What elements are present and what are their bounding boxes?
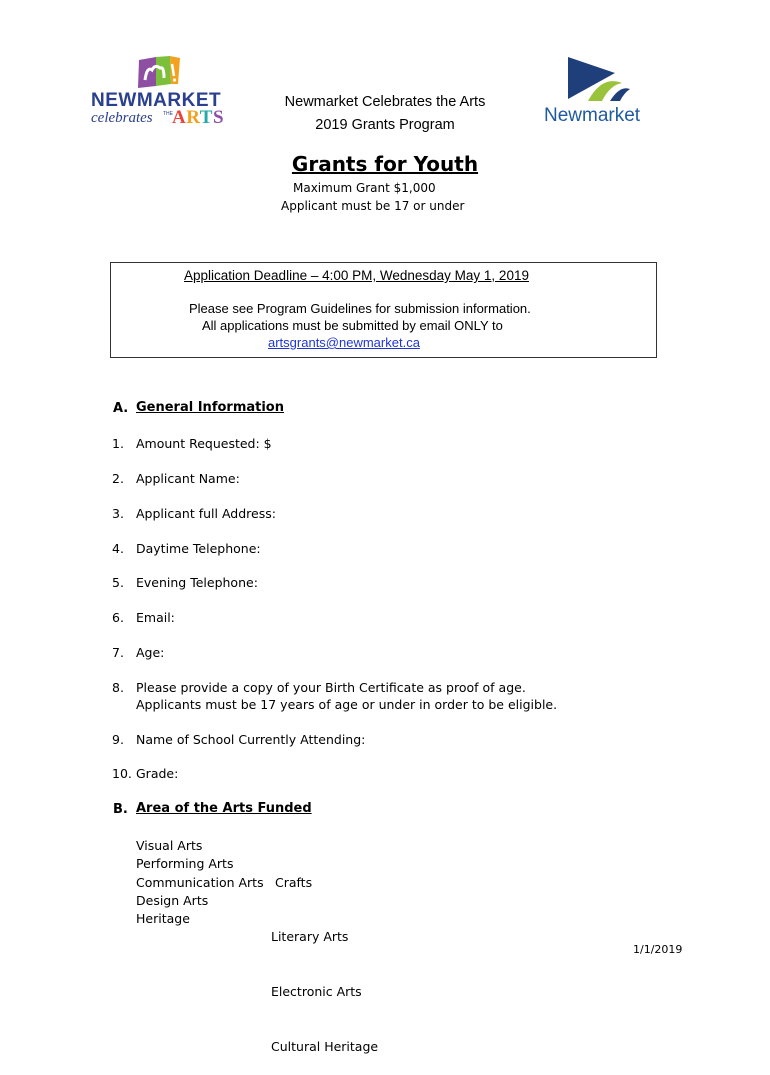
section-a-letter: A. bbox=[113, 401, 129, 416]
logo-arts-letter: A bbox=[172, 107, 187, 128]
arts-area-item: Literary Arts bbox=[271, 929, 349, 945]
grade-label: Grade: bbox=[136, 766, 179, 781]
school-name-label: Name of School Currently Attending: bbox=[136, 732, 366, 747]
footer-date: 1/1/2019 bbox=[633, 943, 683, 956]
item-number: 10. bbox=[112, 766, 132, 781]
applicant-name-label: Applicant Name: bbox=[136, 471, 240, 486]
logo-the-word: THE bbox=[163, 111, 173, 117]
arts-area-item: Communication Arts bbox=[136, 874, 264, 890]
town-logo-text: Newmarket bbox=[544, 105, 641, 126]
age-label: Age: bbox=[136, 645, 165, 660]
logo-arts-word bbox=[172, 107, 224, 129]
item-number: 9. bbox=[112, 732, 124, 747]
arts-area-item: Electronic Arts bbox=[271, 984, 362, 1000]
email-label: Email: bbox=[136, 610, 175, 625]
guidelines-text: Please see Program Guidelines for submission information. bbox=[189, 301, 531, 316]
arts-area-item: Visual Arts bbox=[136, 838, 203, 853]
submission-email-link[interactable]: artsgrants@newmarket.ca bbox=[268, 335, 420, 350]
newmarket-celebrates-arts-logo bbox=[88, 54, 228, 130]
evening-telephone-label: Evening Telephone: bbox=[136, 575, 258, 590]
logo-celebrates-word: celebrates bbox=[91, 110, 153, 126]
logo-arts-letter: T bbox=[199, 107, 213, 128]
program-title-line1: Newmarket Celebrates the Arts bbox=[284, 94, 486, 110]
section-b-title: Area of the Arts Funded bbox=[136, 801, 312, 816]
logo-arts-letter: S bbox=[212, 107, 225, 128]
logo-arts-letter: R bbox=[186, 107, 200, 128]
amount-requested-label: Amount Requested: $ bbox=[136, 436, 272, 451]
daytime-telephone-label: Daytime Telephone: bbox=[136, 541, 261, 556]
arts-area-item: Design Arts bbox=[136, 892, 209, 908]
page-title: Grants for Youth bbox=[291, 152, 479, 176]
arts-areas-column-1 bbox=[136, 837, 264, 928]
program-title bbox=[250, 91, 520, 137]
program-title-line2: 2019 Grants Program bbox=[315, 117, 455, 133]
item-number: 4. bbox=[112, 541, 124, 556]
item-number: 6. bbox=[112, 610, 124, 625]
arts-areas-column-2 bbox=[271, 837, 378, 1075]
item-number: 8. bbox=[112, 680, 124, 695]
arts-area-item: Cultural Heritage bbox=[271, 1039, 379, 1055]
item-number: 1. bbox=[112, 436, 124, 451]
applicant-address-label: Applicant full Address: bbox=[136, 506, 276, 521]
arts-area-item: Crafts bbox=[271, 874, 313, 890]
arts-area-item: Heritage bbox=[136, 911, 190, 927]
submission-note: All applications must be submitted by email ONLY to bbox=[202, 318, 503, 333]
section-a-title: General Information bbox=[136, 400, 284, 415]
item-number: 5. bbox=[112, 575, 124, 590]
birth-certificate-instruction: Please provide a copy of your Birth Certificate as proof of age. bbox=[136, 680, 526, 695]
deadline-text: Application Deadline – 4:00 PM, Wednesday May 1, 2019 bbox=[184, 268, 529, 283]
logo-newmarket-word: NEWMARKET bbox=[91, 90, 222, 111]
age-rule-text: Applicant must be 17 or under bbox=[281, 199, 465, 213]
eligibility-note: Applicants must be 17 years of age or under in order to be eligible. bbox=[136, 697, 558, 712]
arts-logo-graphic-icon bbox=[134, 54, 194, 90]
town-logo-flag-icon bbox=[540, 55, 636, 105]
newmarket-town-logo bbox=[540, 55, 655, 130]
max-grant-text: Maximum Grant $1,000 bbox=[293, 181, 436, 195]
arts-area-item: Performing Arts bbox=[136, 856, 234, 872]
item-number: 3. bbox=[112, 506, 124, 521]
section-b-letter: B. bbox=[113, 802, 128, 817]
item-number: 7. bbox=[112, 645, 124, 660]
item-number: 2. bbox=[112, 471, 124, 486]
